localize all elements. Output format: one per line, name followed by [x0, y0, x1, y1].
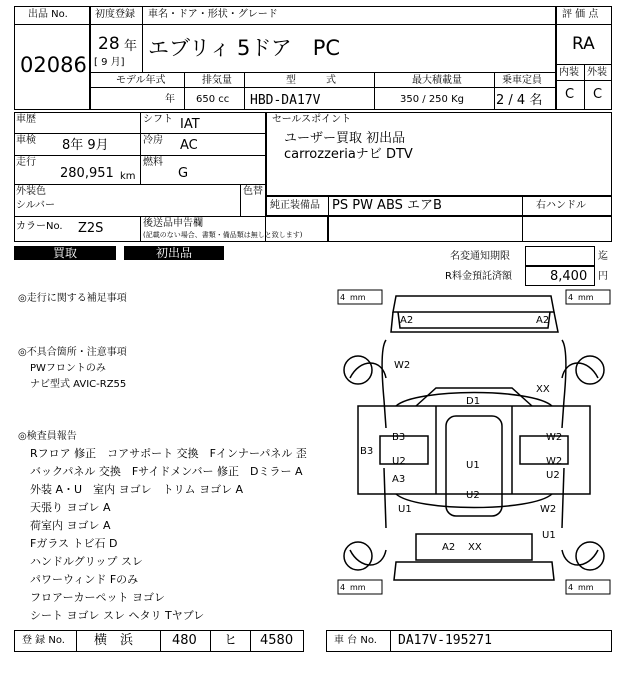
inspector-label: ◎検査員報告	[18, 431, 77, 442]
mark-w2-top: W2	[394, 360, 411, 371]
recycle-unit: 円	[598, 271, 608, 282]
inspector-line-9: フロアーカーペット ヨゴレ	[30, 591, 165, 604]
load: 350 / 250 Kg	[400, 94, 464, 105]
inspector-line-1: Rフロア 修正 コアサポート 交換 Fインナーパネル 歪	[30, 447, 307, 460]
first-reg-label: 初度登録	[95, 9, 135, 20]
tire-unit-tr: mm	[578, 293, 594, 302]
car-name: エブリィ 5ドア PC	[148, 36, 341, 60]
supplement-label: ◎走行に関する補足事項	[18, 293, 127, 304]
reg-month: [ 9 月]	[94, 57, 125, 68]
aftermarket-note: (記載のない場合、書類・備品類は無しと致します)	[143, 231, 303, 239]
tire-bottom-left: 4	[340, 583, 346, 592]
color-change-label: 色替	[243, 186, 263, 197]
blank-box	[328, 216, 612, 242]
lot-label: 出品 No.	[28, 9, 68, 20]
exterior-label: 外装	[587, 67, 607, 78]
mark-b3-outer: B3	[360, 446, 374, 457]
mark-w2-r2: W2	[546, 456, 563, 467]
tire-top-left: 4	[340, 293, 346, 302]
displacement-label: 排気量	[202, 75, 232, 86]
color-no: Z2S	[78, 221, 104, 236]
inspector-line-8: パワーウィンド Fのみ	[30, 573, 139, 586]
interior-label: 内装	[559, 67, 579, 78]
mark-u1-center: U1	[466, 460, 480, 471]
inspection: 8年 9月	[62, 138, 109, 153]
history-label: 車歴	[16, 114, 36, 125]
color: シルバー	[16, 200, 56, 211]
mark-u2-center: U2	[466, 490, 480, 501]
color-label: 外装色	[16, 186, 46, 197]
lot-number: 02086	[20, 53, 87, 77]
type-label: 型 式	[286, 75, 336, 86]
defects-label: ◎不具合箇所・注意事項	[18, 347, 127, 358]
mark-a2-right: A2	[536, 315, 550, 326]
mark-a2-left: A2	[400, 315, 414, 326]
first-listing-badge: 初出品	[124, 246, 224, 260]
inspector-line-3: 外装 A・U 室内 ヨゴレ トリム ヨゴレ A	[30, 483, 244, 496]
mark-u1-r: U1	[542, 530, 556, 541]
mileage: 280,951	[60, 166, 114, 181]
tire-unit-br: mm	[578, 583, 594, 592]
inspector-line-10: シート ヨゴレ スレ ヘタリ Tヤブレ	[30, 609, 205, 622]
model-year-label: モデル年式	[116, 75, 166, 86]
mark-u2-r: U2	[546, 470, 560, 481]
car-diagram	[336, 288, 612, 608]
mileage-unit: km	[120, 171, 136, 182]
equip-label: 純正装備品	[270, 200, 320, 211]
name-label: 車名・ドア・形状・グレード	[148, 9, 278, 20]
sales-line-2: carrozzeriaナビ DTV	[284, 147, 413, 162]
name-change-unit: 迄	[598, 251, 608, 262]
mark-u1-left: U1	[398, 504, 412, 515]
shift: IAT	[180, 117, 200, 132]
tire-bottom-right: 4	[568, 583, 574, 592]
registration-kana: ヒ	[224, 633, 238, 648]
registration-region: 横 浜	[94, 633, 134, 648]
inspection-label: 車検	[16, 135, 36, 146]
inspector-line-5: 荷室内 ヨゴレ A	[30, 519, 111, 532]
fuel-label: 燃料	[143, 157, 163, 168]
mark-w2-r1: W2	[546, 432, 563, 443]
eval-score: RA	[572, 34, 595, 54]
mark-w2-r3: W2	[540, 504, 557, 515]
registration-class: 480	[172, 633, 197, 648]
inspector-line-2: バックパネル 交換 Fサイドメンバー 修正 Dミラー A	[30, 465, 303, 478]
aftermarket-label: 後送品申告欄	[143, 218, 203, 229]
mark-xx-right: XX	[536, 384, 550, 395]
registration-number: 4580	[260, 633, 294, 648]
mark-a2-bottom: A2	[442, 542, 456, 553]
type: HBD-DA17V	[250, 93, 321, 108]
sales-line-1: ユーザー買取 初出品	[284, 131, 406, 146]
interior-grade: C	[565, 87, 575, 102]
recycle-label: R料金預託済額	[445, 271, 512, 282]
mark-a3: A3	[392, 474, 406, 485]
fuel: G	[178, 166, 189, 181]
mark-d1: D1	[466, 396, 481, 407]
capacity: 2 / 4 名	[496, 93, 543, 108]
chassis-label: 車 台 No.	[334, 635, 377, 646]
ac: AC	[180, 138, 198, 153]
mileage-label: 走行	[16, 157, 36, 168]
name-change-box	[525, 246, 595, 266]
defect-line-2: ナビ型式 AVIC-RZ55	[30, 379, 127, 390]
name-change-label: 名変通知期限	[450, 251, 510, 262]
inspector-line-7: ハンドルグリップ スレ	[30, 555, 143, 568]
buy-badge: 買取	[14, 246, 116, 260]
shift-label: シフト	[143, 114, 173, 125]
color-no-label: カラーNo.	[16, 221, 63, 232]
load-label: 最大積載量	[412, 75, 462, 86]
model-year: 年	[165, 94, 175, 105]
tire-top-right: 4	[568, 293, 574, 302]
defect-line-1: PWフロントのみ	[30, 363, 106, 374]
exterior-grade: C	[593, 87, 603, 102]
tire-unit-tl: mm	[350, 293, 366, 302]
mark-xx-bottom: XX	[468, 542, 482, 553]
displacement: 650 cc	[196, 94, 230, 105]
inspector-line-4: 天張り ヨゴレ A	[30, 501, 111, 514]
mark-b3-inner: B3	[392, 432, 406, 443]
chassis-number: DA17V-195271	[398, 633, 492, 648]
eval-label: 評 価 点	[562, 9, 599, 20]
reg-year: 28	[98, 34, 120, 54]
sales-label: セールスポイント	[272, 114, 352, 125]
tire-unit-bl: mm	[350, 583, 366, 592]
reg-year-unit: 年	[124, 39, 138, 54]
inspector-line-6: Fガラス トビ石 D	[30, 537, 118, 550]
steering: 右ハンドル	[536, 200, 586, 211]
recycle-amount: 8,400	[550, 269, 588, 284]
registration-label: 登 録 No.	[22, 635, 65, 646]
equip: PS PW ABS エアB	[332, 198, 442, 213]
ac-label: 冷房	[143, 135, 163, 146]
mark-u2-left: U2	[392, 456, 406, 467]
capacity-label: 乗車定員	[502, 75, 542, 86]
